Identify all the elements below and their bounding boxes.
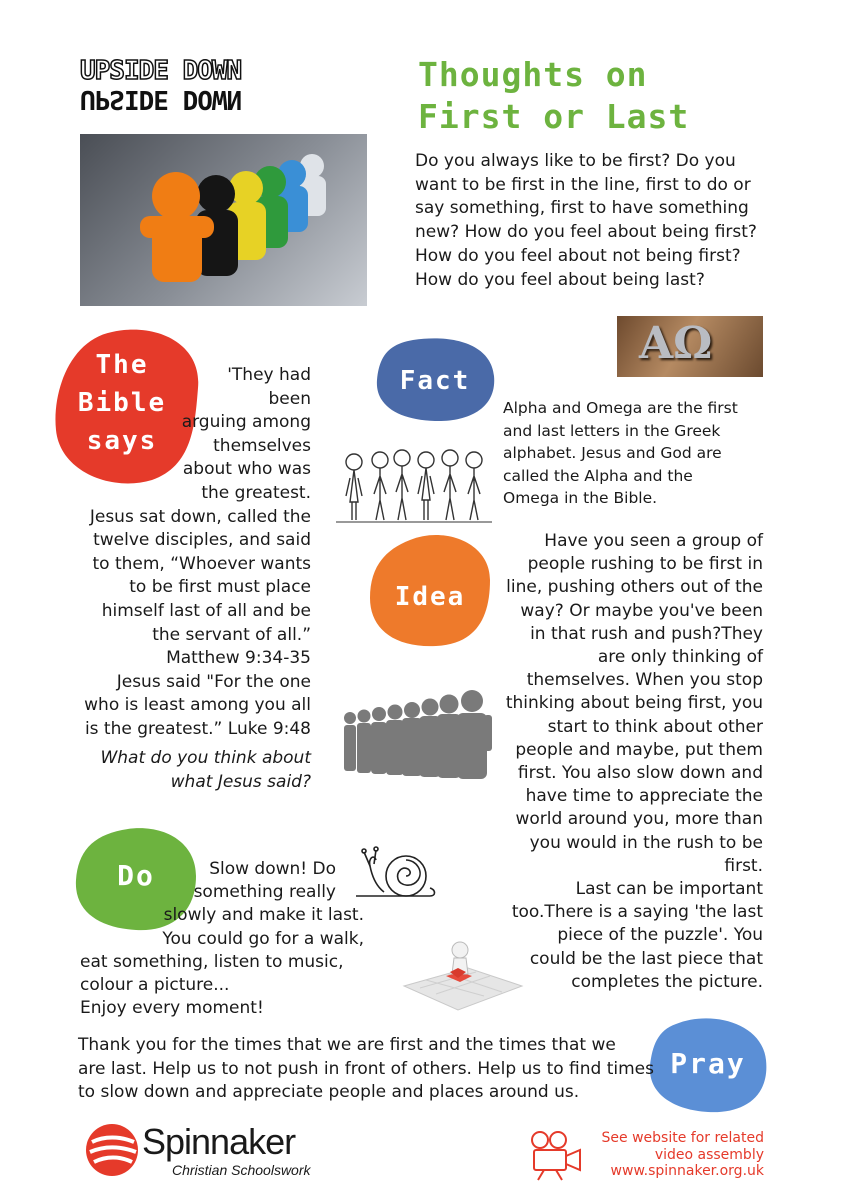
puzzle-figure-image	[398, 938, 524, 1018]
video-camera-icon	[528, 1130, 588, 1182]
upside-down-logo	[80, 56, 270, 120]
pray-text: Thank you for the times that we are first and the times that we are last. Help us to not push in front of others. Help us to find times to slow down and appreciate people and places around us.	[78, 1035, 654, 1102]
stick-person	[372, 452, 388, 520]
stick-person	[394, 450, 410, 520]
intro-text: Do you always like to be first? Do you want to be first in the line, first to do or say something, first to have something new? How do you feel about being first? How do you feel about not being first? How do you feel about being last?	[415, 151, 757, 290]
stick-people-illustration	[336, 444, 492, 524]
page-title: Thoughts on First or Last	[418, 55, 690, 136]
bible-question: What do you think about what Jesus said?	[100, 748, 311, 792]
silhouette	[371, 707, 387, 774]
figures-photo	[80, 134, 367, 306]
alpha-omega-letters: AΩ	[639, 318, 713, 369]
pray-label: Pray	[670, 1047, 746, 1080]
bible-text: 'They had been arguing among themselves about who was the greatest. Jesus sat down, called the twelve disciples, and said to them, “Whoever wants to be first must place himself last of all and be the servant of all.” Matthew 9:34-35 Jesus said "For the one who is least among you all is the greatest.” Luke 9:48	[84, 365, 311, 739]
silhouette	[386, 705, 404, 776]
silhouette	[357, 710, 371, 774]
logo-text: UPSIDE DOWN	[80, 56, 242, 86]
bible-says-label: The Bible says	[77, 350, 167, 456]
queue-silhouettes	[340, 688, 502, 780]
idea-label: Idea	[394, 582, 466, 612]
spinnaker-logo	[84, 1122, 324, 1182]
idea-text: Have you seen a group of people rushing to be first in line, pushing others out of the way? Or maybe you've been in that rush and push?They are only thinking of themselves. When you stop thinking about being first, you start to think about other people and maybe, put them first. You also slow down and have time to appreciate the world around you, more than you would in the rush to be first. Last can be important too.There is a saying 'the last piece of the puzzle'. You could be the last piece that completes the picture.	[505, 531, 763, 992]
stick-person	[442, 450, 458, 520]
do-text: Slow down! Do something really slowly and make it last. You could go for a walk, eat something, listen to music, colour a picture... Enjoy every moment!	[80, 859, 364, 1019]
brand-name: Spinnaker	[142, 1121, 296, 1162]
do-label: Do	[117, 859, 155, 892]
stick-person	[466, 452, 482, 520]
logo-text-flipped: UPSIDE DOWN	[80, 84, 242, 114]
brand-tagline: Christian Schoolswork	[172, 1162, 311, 1178]
spinnaker-mark-icon	[84, 1122, 140, 1178]
stick-person	[418, 452, 434, 520]
stick-person	[346, 454, 362, 520]
fact-label: Fact	[399, 366, 471, 396]
alpha-omega-image	[617, 316, 763, 377]
website-link[interactable]: See website for related video assembly www.spinnaker.org.uk	[601, 1130, 764, 1179]
silhouette	[344, 712, 356, 771]
snail-icon	[354, 846, 438, 902]
fact-text: Alpha and Omega are the first and last letters in the Greek alphabet. Jesus and God are called the Alpha and the Omega in the Bible.	[503, 399, 738, 507]
